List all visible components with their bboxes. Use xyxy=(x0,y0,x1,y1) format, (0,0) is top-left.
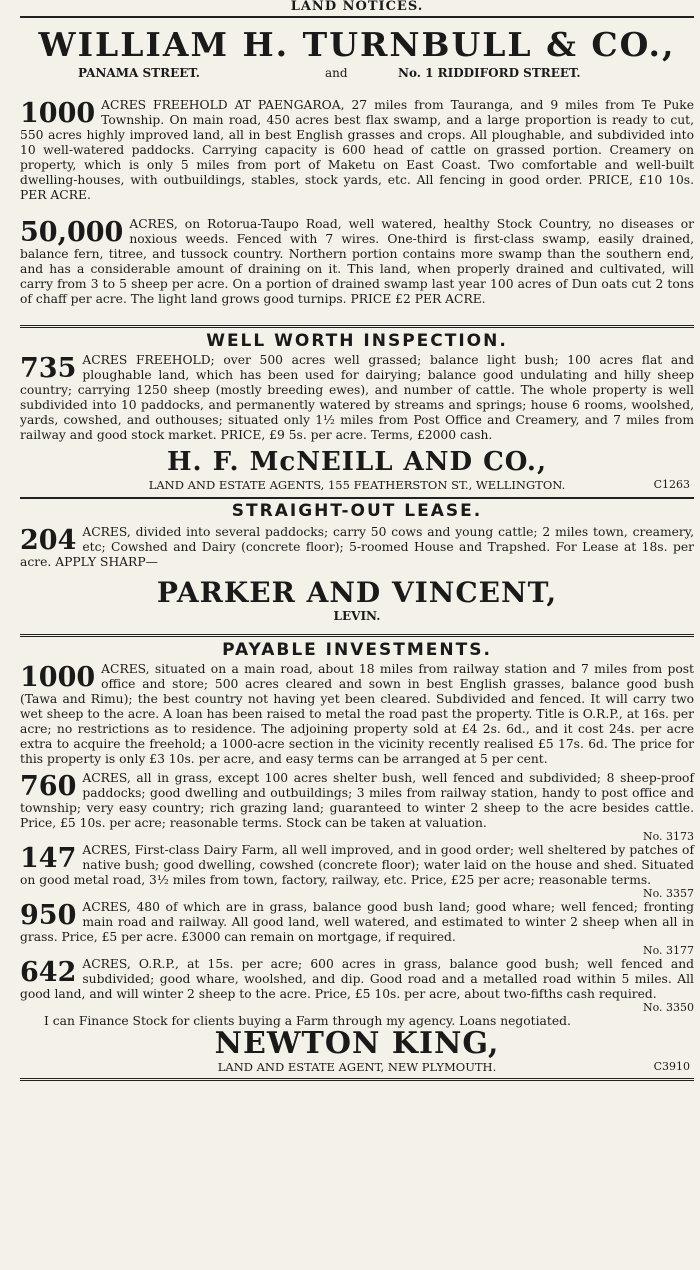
listing xyxy=(20,98,694,203)
turnbull-advert xyxy=(20,26,694,307)
listing-text: ACRES, First-class Dairy Farm, all well improved, and in good order; well sheltered by patches of native bush; good dwelling, cowshed (concrete floor); water laid on the house and shed. Situated on good metal road, 3½ miles from town, factory, railway, etc. Price, £25 per acre; reasonable terms. xyxy=(20,843,694,887)
listing-text: ACRES, O.R.P., at 15s. per acre; 600 acres in grass, balance good bush; well fenced and subdivided; good whare, woolshed, and dip. Good road and a metalled road within 5 miles. All good land, and will winter 2 sheep to the acre. Price, £5 10s. per acre, about two-fifths cash required. xyxy=(20,957,694,1001)
listing-text: ACRES, situated on a main road, about 18 miles from railway station and 7 miles from post office and store; 500 acres cleared and sown in best English grasses, balance good bush (Tawa and Rimu); the best country not having yet been cleared. Subdivided and fenced. It will carry two wet sheep to the acre. A loan has been raised to metal the road past the property. Title is O.R.P., at 16s. per acre; no restrictions as to residence. The adjoining property sold at £4 2s. 6d., and it cost 24s. per acre extra to acquire the freehold; a 1000-acre section in the vicinity recently realised £5 17s. 6d. The price for this property is only £3 10s. per acre, and easy terms can be arranged at 5 per cent. xyxy=(20,662,694,766)
listing-acreage: 760 xyxy=(20,771,77,802)
listing-text: ACRES FREEHOLD AT PAENGAROA, 27 miles from Tauranga, and 9 miles from Te Puke Township. On main road, 450 acres best flax swamp, and a large proportion is ready to cut, 550 acres highly improved land, all in best English grasses and crops. All ploughable, and subdivided into 10 well-watered paddocks. Carrying capacity is 600 head of cattle on grassed portion. Creamery on property, which is only 5 miles from port of Maketu on East Coast. Two comfortable and well-built dwelling-houses, with outbuildings, stables, stock yards, etc. All fencing in good order. PRICE, £10 10s. PER ACRE. xyxy=(20,98,694,202)
listing xyxy=(20,957,694,1002)
listing xyxy=(20,662,694,767)
king-ref: C3910 xyxy=(653,1060,690,1073)
turnbull-and: and xyxy=(325,66,348,80)
divider xyxy=(20,634,694,637)
mcneill-agent-line xyxy=(20,477,694,493)
listing-text: ACRES FREEHOLD; over 500 acres well grassed; balance light bush; 100 acres flat and ploughable land, which has been used for dairying; balance good undulating and hilly sheep country; carrying 1250 sheep (mostly breeding ewes), and number of cattle. The whole property is well subdivided into 10 paddocks, and permanently watered by streams and springs; house 6 rooms, woolshed, yards, cowshed, and outhouses; situated only 1½ miles from Post Office and Creamery, and 7 miles from railway and good stock market. PRICE, £9 5s. per acre. Terms, £2000 cash. xyxy=(20,353,694,442)
divider xyxy=(20,1078,694,1081)
listing xyxy=(20,843,694,888)
listing-text: ACRES, 480 of which are in grass, balance good bush land; good whare; well fenced; fronting main road and railway. All good land, well watered, and estimated to winter 2 sheep when all in grass. Price, £5 per acre. £3000 can remain on mortgage, if required. xyxy=(20,900,694,944)
listing-acreage: 735 xyxy=(20,353,77,384)
listing-ref: No. 3350 xyxy=(642,1001,694,1014)
divider xyxy=(20,497,694,499)
listing xyxy=(20,525,694,570)
mcneill-heading: WELL WORTH INSPECTION. xyxy=(206,331,508,351)
listing xyxy=(20,353,694,443)
listing-acreage: 1000 xyxy=(20,98,96,129)
king-address: LAND AND ESTATE AGENT, NEW PLYMOUTH. xyxy=(217,1060,497,1074)
mcneill-agent-name: H. F. McNEILL AND CO., xyxy=(166,447,548,477)
listing-acreage: 204 xyxy=(20,525,77,556)
listing-acreage: 950 xyxy=(20,900,77,931)
section-header: LAND NOTICES. xyxy=(290,0,424,14)
parker-heading: STRAIGHT-OUT LEASE. xyxy=(231,501,483,521)
divider xyxy=(20,325,694,328)
listing-acreage: 50,000 xyxy=(20,217,124,248)
listing-acreage: 642 xyxy=(20,957,77,988)
listing xyxy=(20,217,694,307)
parker-advert xyxy=(20,501,694,624)
listing-text: ACRES, on Rotorua-Taupo Road, well watered, healthy Stock Country, no diseases or noxious weeds. Fenced with 7 wires. One-third is first-class swamp, easily drained, balance fern, titree, and tussock country. Northern portion contains more swamp than the southern end, and has a considerable amount of draining on it. This land, when properly drained and cultivated, will carry from 3 to 5 sheep per acre. On a portion of drained swamp last year 100 acres of Dun oats cut 2 tons of chaff per acre. The light land grows good turnips. PRICE £2 PER ACRE. xyxy=(20,217,694,306)
listing-ref: No. 3357 xyxy=(642,887,694,900)
king-heading: PAYABLE INVESTMENTS. xyxy=(222,640,492,660)
mcneill-address: LAND AND ESTATE AGENTS, 155 FEATHERSTON ST., WELLINGTON. xyxy=(148,478,566,492)
mcneill-ref: C1263 xyxy=(653,478,690,491)
turnbull-firm-name: WILLIAM H. TURNBULL & CO., xyxy=(38,25,676,64)
king-finance-note: I can Finance Stock for clients buying a Farm through my agency. Loans negotiated. xyxy=(44,1014,571,1028)
parker-town: LEVIN. xyxy=(333,609,381,623)
turnbull-street-2: No. 1 RIDDIFORD STREET. xyxy=(398,66,581,80)
king-agent-name: NEWTON KING, xyxy=(214,1026,500,1061)
listing xyxy=(20,900,694,945)
listing-text: ACRES, divided into several paddocks; carry 50 cows and young cattle; 2 miles town, creamery, etc; Cowshed and Dairy (concrete floor); 5-roomed House and Trapshed. For Lease at 18s. per acre. APPLY SHARP— xyxy=(20,525,694,569)
listing-text: ACRES, all in grass, except 100 acres shelter bush, well fenced and subdivided; 8 sheep-proof paddocks; good dwelling and outbuildings; 3 miles from railway station, handy to post office and township; very easy country; rich grazing land; guaranteed to winter 2 sheep to the acre besides cattle. Price, £5 10s. per acre; reasonable terms. Stock can be taken at valuation. xyxy=(20,771,694,830)
king-agent-line xyxy=(20,1059,694,1075)
listing xyxy=(20,771,694,831)
parker-agent-name: PARKER AND VINCENT, xyxy=(156,576,558,609)
listing-ref: No. 3177 xyxy=(642,944,694,957)
turnbull-street-1: PANAMA STREET. xyxy=(78,66,200,80)
king-advert xyxy=(20,640,694,1075)
listing-ref: No. 3173 xyxy=(642,830,694,843)
turnbull-address-row xyxy=(20,64,694,82)
mcneill-advert xyxy=(20,331,694,493)
listing-acreage: 147 xyxy=(20,843,77,874)
divider xyxy=(20,16,694,18)
listing-acreage: 1000 xyxy=(20,662,96,693)
